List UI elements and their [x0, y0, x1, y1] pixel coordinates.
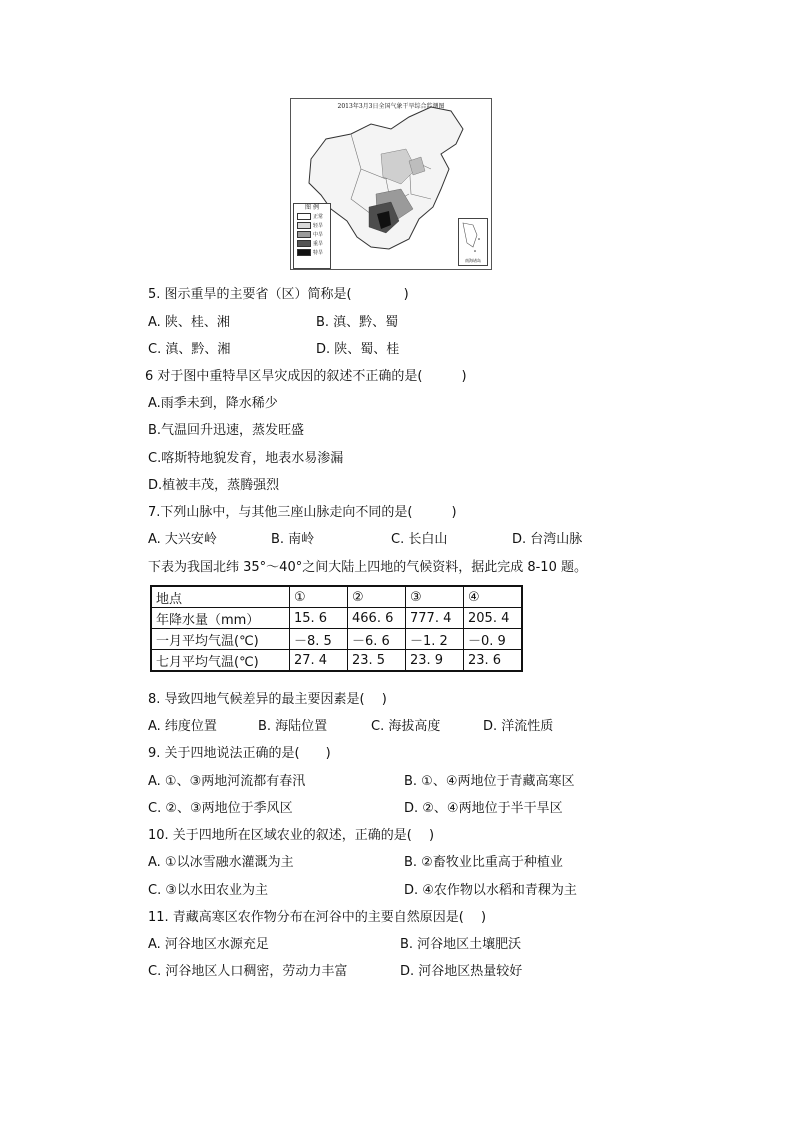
table-row [151, 608, 522, 629]
table-cell: 466. 6 [348, 608, 406, 629]
legend-swatch [297, 240, 311, 247]
table-header-cell: ③ [406, 586, 464, 608]
legend-swatch [297, 231, 311, 238]
table-row [151, 650, 522, 672]
q7-stem: 7.下列山脉中，与其他三座山脉走向不同的是( ) [148, 505, 457, 520]
q6-option-b: B.气温回升迅速，蒸发旺盛 [148, 423, 305, 438]
q5-stem: 5. 图示重旱的主要省（区）简称是( ) [148, 287, 409, 302]
map-title: 2013年3月3日全国气象干旱综合监测图 [337, 103, 445, 110]
legend-title: 图 例 [305, 204, 319, 211]
q8-option-d: D. 洋流性质 [483, 719, 554, 734]
q7-option-c: C. 长白山 [391, 532, 448, 547]
q7-option-d: D. 台湾山脉 [512, 532, 583, 547]
table-header-cell: ① [290, 586, 348, 608]
q9-option-b: B. ①、④两地位于青藏高寒区 [404, 774, 575, 789]
q6-option-a: A.雨季未到，降水稀少 [148, 396, 278, 411]
table-cell: －6. 6 [348, 629, 406, 650]
q11-stem: 11. 青藏高寒区农作物分布在河谷中的主要自然原因是( ) [148, 910, 487, 925]
legend-label: 轻旱 [313, 223, 324, 229]
legend-swatch [297, 249, 311, 256]
table-cell: 777. 4 [406, 608, 464, 629]
legend-label: 中旱 [313, 232, 324, 238]
q7-option-b: B. 南岭 [271, 532, 315, 547]
q10-option-d: D. ④农作物以水稻和青稞为主 [404, 883, 577, 898]
q9-option-a: A. ①、③两地河流都有春汛 [148, 774, 306, 789]
table-cell: 一月平均气温(℃) [151, 629, 290, 650]
table-cell: －0. 9 [464, 629, 523, 650]
table-header-cell: ② [348, 586, 406, 608]
table-cell: －8. 5 [290, 629, 348, 650]
table-header-cell: 地点 [151, 586, 290, 608]
legend-label: 正常 [313, 214, 324, 220]
q9-option-d: D. ②、④两地位于半干旱区 [404, 801, 563, 816]
legend-item [294, 212, 330, 221]
table-cell: 23. 5 [348, 650, 406, 672]
table-cell: 205. 4 [464, 608, 523, 629]
legend-item [294, 221, 330, 230]
legend-item [294, 230, 330, 239]
table-cell: 23. 9 [406, 650, 464, 672]
q10-stem: 10. 关于四地所在区域农业的叙述，正确的是( ) [148, 828, 435, 843]
south-china-sea-inset [458, 218, 488, 266]
table-cell: 15. 6 [290, 608, 348, 629]
q6-option-d: D.植被丰茂，蒸腾强烈 [148, 478, 280, 493]
q11-option-a: A. 河谷地区水源充足 [148, 937, 269, 952]
q8-stem: 8. 导致四地气候差异的最主要因素是( ) [148, 692, 387, 707]
table-header-row [151, 586, 522, 608]
q11-option-c: C. 河谷地区人口稠密，劳动力丰富 [148, 964, 348, 979]
legend-item [294, 239, 330, 248]
q5-option-b: B. 滇、黔、蜀 [316, 315, 399, 330]
q7-option-a: A. 大兴安岭 [148, 532, 217, 547]
q5-option-a: A. 陕、桂、湘 [148, 315, 230, 330]
climate-table [150, 585, 523, 672]
q10-option-a: A. ①以冰雪融水灌溉为主 [148, 855, 294, 870]
legend-swatch [297, 213, 311, 220]
inset-map-image [459, 219, 487, 259]
legend-item [294, 248, 330, 257]
table-row [151, 629, 522, 650]
legend-label: 重旱 [313, 241, 324, 247]
q11-option-d: D. 河谷地区热量较好 [400, 964, 523, 979]
q5-option-c: C. 滇、黔、湘 [148, 342, 231, 357]
q8-option-a: A. 纬度位置 [148, 719, 217, 734]
drought-map-figure [290, 98, 492, 270]
q10-option-b: B. ②畜牧业比重高于种植业 [404, 855, 563, 870]
table-cell: 23. 6 [464, 650, 523, 672]
table-cell: 七月平均气温(℃) [151, 650, 290, 672]
q9-option-c: C. ②、③两地位于季风区 [148, 801, 293, 816]
q6-option-c: C.喀斯特地貌发育，地表水易渗漏 [148, 451, 344, 466]
q11-option-b: B. 河谷地区土壤肥沃 [400, 937, 522, 952]
table-intro: 下表为我国北纬 35°～40°之间大陆上四地的气候资料，据此完成 8-10 题。 [148, 560, 587, 575]
q9-stem: 9. 关于四地说法正确的是( ) [148, 746, 331, 761]
legend-swatch [297, 222, 311, 229]
q10-option-c: C. ③以水田农业为主 [148, 883, 268, 898]
map-legend [293, 203, 331, 269]
q8-option-b: B. 海陆位置 [258, 719, 328, 734]
legend-label: 特旱 [313, 250, 324, 256]
q6-stem: 6 对于图中重特旱区旱灾成因的叙述不正确的是( ) [145, 369, 467, 384]
table-cell: －1. 2 [406, 629, 464, 650]
table-cell: 年降水量（mm） [151, 608, 290, 629]
table-cell: 27. 4 [290, 650, 348, 672]
q5-option-d: D. 陕、蜀、桂 [316, 342, 400, 357]
q8-option-c: C. 海拔高度 [371, 719, 441, 734]
table-header-cell: ④ [464, 586, 523, 608]
inset-label: 南海诸岛 [465, 258, 481, 263]
